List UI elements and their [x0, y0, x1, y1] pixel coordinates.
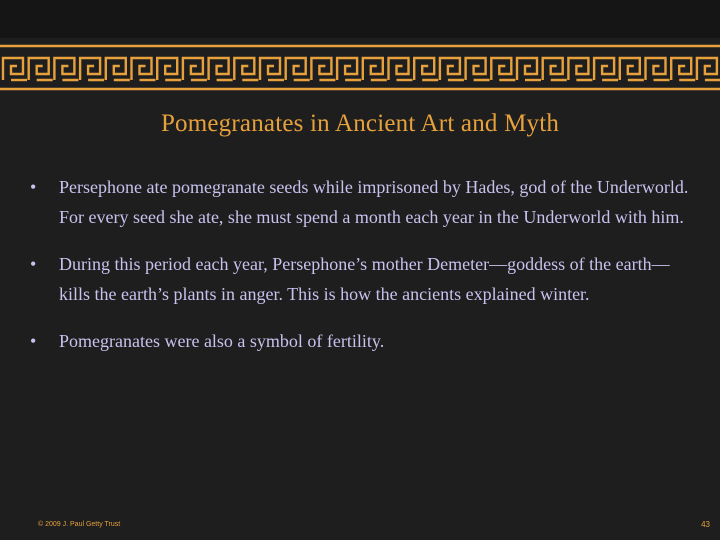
bullet-icon: • — [30, 177, 37, 197]
bullet-icon: • — [30, 331, 37, 351]
top-band — [0, 0, 720, 38]
page-number: 43 — [701, 520, 710, 529]
greek-key-border-icon — [0, 44, 720, 92]
bullet-item — [30, 326, 695, 356]
bullet-list — [30, 172, 695, 373]
bullet-item — [30, 172, 695, 232]
bullet-text: Pomegranates were also a symbol of fertility. — [59, 331, 385, 351]
slide-title: Pomegranates in Ancient Art and Myth — [160, 110, 560, 137]
bullet-item — [30, 249, 695, 309]
bullet-text: Persephone ate pomegranate seeds while imprisoned by Hades, god of the Underworld. For every seed she ate, she must spend a month each year in the Underworld with him. — [59, 177, 689, 227]
footer-copyright: © 2009 J. Paul Getty Trust — [38, 521, 121, 528]
bullet-text: During this period each year, Persephone’s mother Demeter—goddess of the earth—kills the earth’s plants in anger. This is how the ancients explained winter. — [59, 254, 670, 304]
bullet-icon: • — [30, 254, 37, 274]
